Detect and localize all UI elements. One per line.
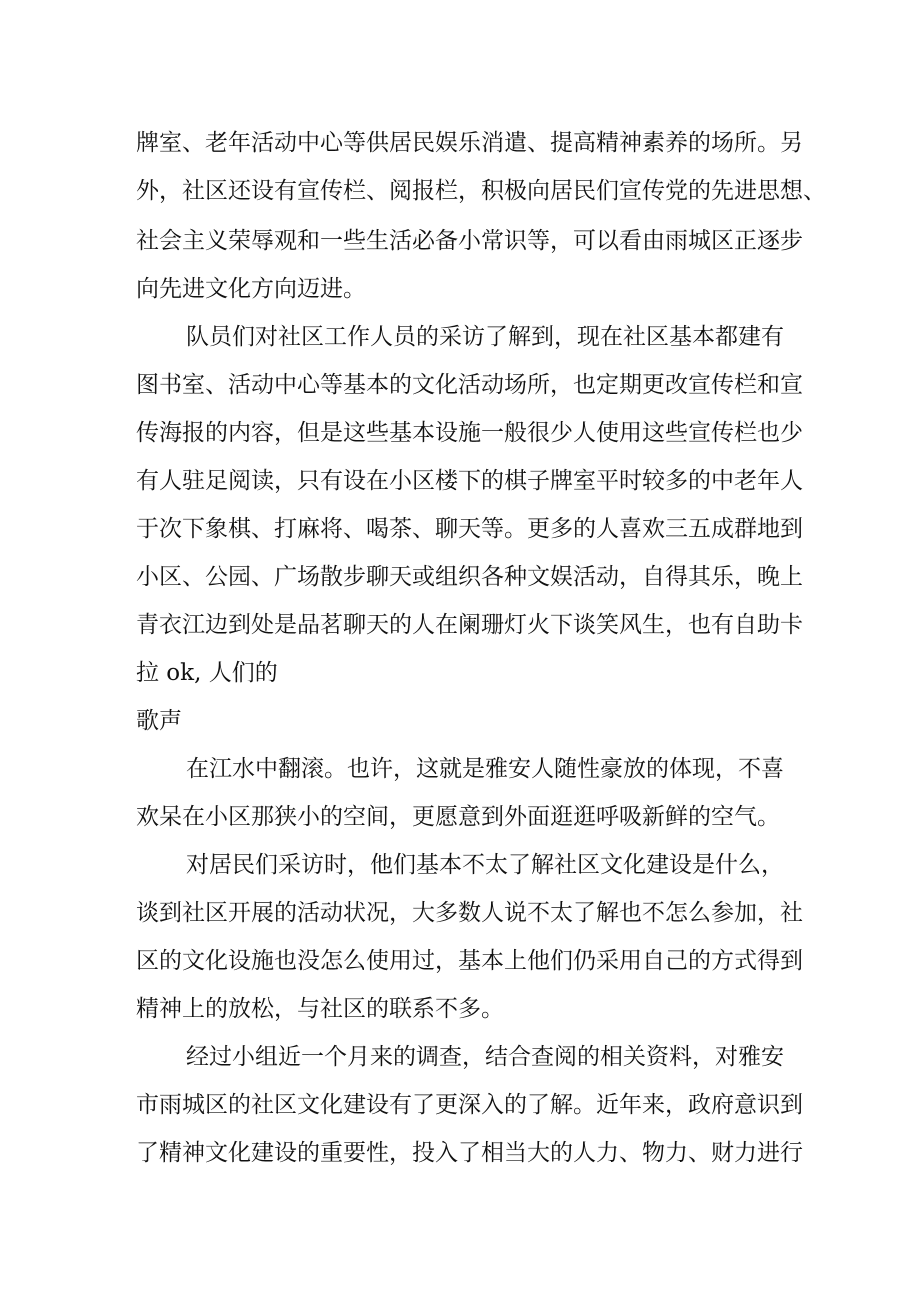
text-line: 了精神文化建设的重要性，投入了相当大的人力、物力、财力进行	[136, 1140, 803, 1166]
text-line: 区的文化设施也没怎么使用过，基本上他们仍采用自己的方式得到	[136, 948, 803, 974]
text-line: 传海报的内容，但是这些基本设施一般很少人使用这些宣传栏也少	[136, 420, 803, 446]
text-line: 牌室、老年活动中心等供居民娱乐消遣、提高精神素养的场所。另	[136, 130, 803, 156]
text-line: 拉 ok, 人们的	[136, 660, 278, 686]
paragraph-first-line: 队员们对社区工作人员的采访了解到，现在社区基本都建有	[186, 324, 784, 350]
text-line: 小区、公园、广场散步聊天或组织各种文娱活动，自得其乐，晚上	[136, 564, 803, 590]
text-line: 有人驻足阅读，只有设在小区楼下的棋子牌室平时较多的中老年人	[136, 468, 803, 494]
text-line: 外，社区还设有宣传栏、阅报栏，积极向居民们宣传党的先进思想、	[136, 178, 826, 204]
text-line: 精神上的放松，与社区的联系不多。	[136, 996, 504, 1022]
text-line: 向先进文化方向迈进。	[136, 276, 366, 302]
text-line: 社会主义荣辱观和一些生活必备小常识等，可以看由雨城区正逐步	[136, 228, 803, 254]
text-line: 图书室、活动中心等基本的文化活动场所，也定期更改宣传栏和宣	[136, 372, 803, 398]
text-line: 欢呆在小区那狭小的空间，更愿意到外面逛逛呼吸新鲜的空气。	[136, 804, 780, 830]
text-line: 青衣江边到处是品茗聊天的人在阑珊灯火下谈笑风生，也有自助卡	[136, 612, 803, 638]
text-line: 歌声	[136, 708, 182, 734]
paragraph-first-line: 在江水中翻滚。也许，这就是雅安人随性豪放的体现，不喜	[186, 756, 784, 782]
paragraph-first-line: 对居民们采访时，他们基本不太了解社区文化建设是什么，	[186, 852, 784, 878]
paragraph-first-line: 经过小组近一个月来的调查，结合查阅的相关资料，对雅安	[186, 1044, 784, 1070]
text-line: 谈到社区开展的活动状况，大多数人说不太了解也不怎么参加，社	[136, 900, 803, 926]
text-line: 于次下象棋、打麻将、喝茶、聊天等。更多的人喜欢三五成群地到	[136, 516, 803, 542]
text-line: 市雨城区的社区文化建设有了更深入的了解。近年来，政府意识到	[136, 1092, 803, 1118]
